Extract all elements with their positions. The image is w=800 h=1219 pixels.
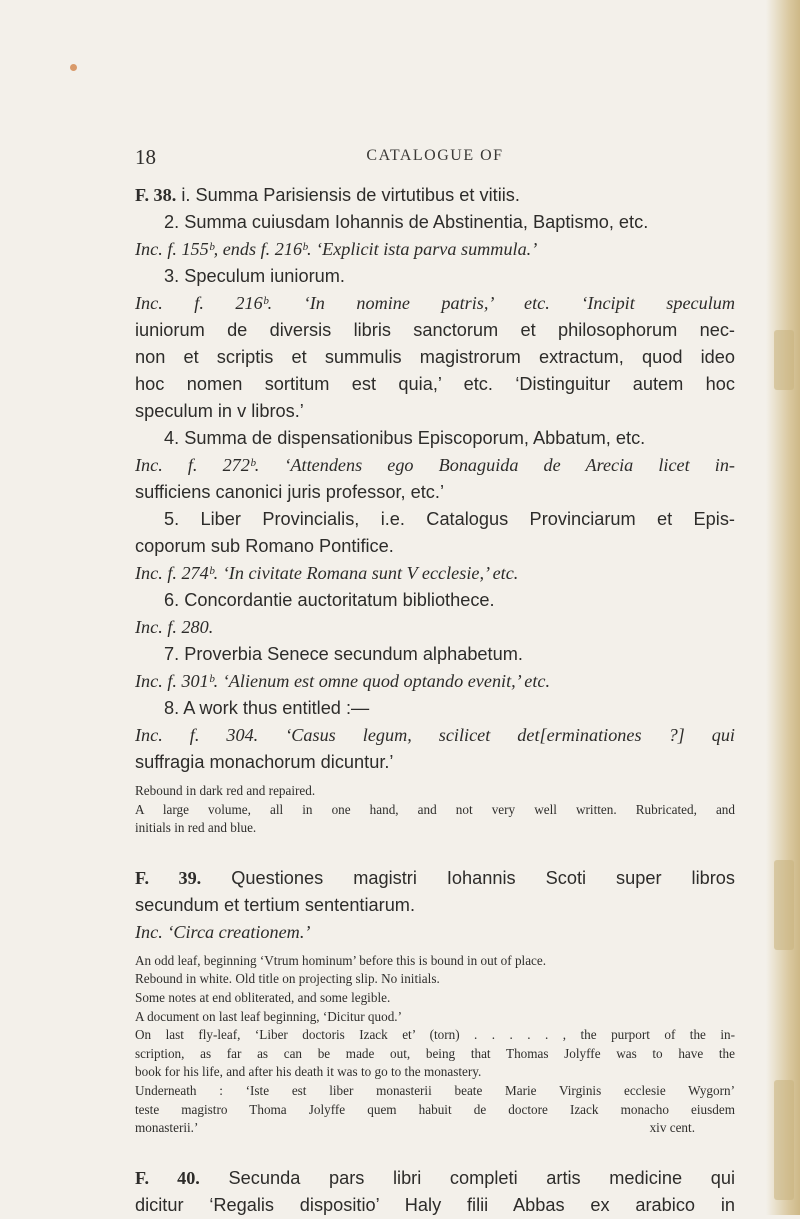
entry-line: dicitur ‘Regalis dispositio’ Haly filii Abbas ex arabico in [135,1194,735,1215]
entry-line: 8. A work thus entitled :— [164,698,370,718]
running-head: CATALOGUE OF [366,147,504,164]
catalogue-content [135,182,735,1219]
entry-line: secundum et tertium sententiarum. [135,894,416,915]
entry-id: F. 38. [135,185,177,205]
entry-line: hoc nomen sortitum est quia,’ etc. ‘Distinguitur autem hoc [135,374,735,394]
entry-f40 [135,1165,735,1219]
entry-f39 [135,865,735,1138]
entry-line: Inc. f. 304. ‘Casus legum, scilicet det[erminationes ?] qui [135,725,735,745]
entry-text: Secunda pars libri completi artis medicine qui [228,1167,735,1188]
note-text: monasterii.’ [135,1120,199,1136]
note-line: scription, as far as can be made out, being that Thomas Jolyffe was to have the [135,1045,735,1061]
entry-id: F. 39. [135,867,202,888]
entry-line: coporum sub Romano Pontifice. [135,536,394,556]
page-edge-stain [774,1080,794,1200]
entry-line [135,182,735,209]
note-line: Rebound in dark red and repaired. [135,783,316,798]
entry-line: Inc. f. 216ᵇ. ‘In nomine patris,’ etc. ‘Incipit speculum [135,293,735,313]
note-line [135,1119,735,1138]
entry-text: i. Summa Parisiensis de virtutibus et vitiis. [181,185,520,205]
note-line: Rebound in white. Old title on projecting slip. No initials. [135,971,440,987]
entry-line: Inc. f. 274ᵇ. ‘In civitate Romana sunt V ecclesie,’ etc. [135,563,519,583]
date-note: xiv cent. [649,1120,695,1136]
note-line: initials in red and blue. [135,820,257,836]
entry-line: 6. Concordantie auctoritatum bibliothece. [164,590,495,610]
entry-id: F. 40. [135,1167,200,1188]
note-line: teste magistro Thoma Jolyffe quem habuit de doctore Izack monacho eiusdem [135,1101,735,1117]
entry-line: Inc. f. 155ᵇ, ends f. 216ᵇ. ‘Explicit ista parva summula.’ [135,239,538,259]
entry-line: sufficiens canonici juris professor, etc.’ [135,482,444,502]
note-line: An odd leaf, beginning ‘Vtrum hominum’ before this is bound in out of place. [135,952,547,968]
entry-line: speculum in v libros.’ [135,401,304,421]
entry-line: 5. Liber Provincialis, i.e. Catalogus Provinciarum et Epis- [164,509,735,529]
note-line: A large volume, all in one hand, and not very well written. Rubricated, and [135,801,735,817]
entry-line: Inc. f. 301ᵇ. ‘Alienum est omne quod optando evenit,’ etc. [135,671,551,691]
entry-line: 2. Summa cuiusdam Iohannis de Abstinentia, Baptismo, etc. [164,212,649,232]
entry-line: 4. Summa de dispensationibus Episcoporum, Abbatum, etc. [164,428,646,448]
entry-line: Inc. f. 280. [135,617,214,637]
entry-f38 [135,182,735,838]
entry-line: iuniorum de diversis libris sanctorum et philosophorum nec- [135,320,735,340]
entry-line [135,865,735,892]
entry-line: 7. Proverbia Senece secundum alphabetum. [164,644,523,664]
note-line: On last fly-leaf, ‘Liber doctoris Izack et’ (torn) . . . . . , the purport of the in- [135,1027,735,1043]
entry-text: Questiones magistri Iohannis Scoti super libros [231,867,735,888]
note-line: Some notes at end obliterated, and some legible. [135,989,391,1005]
entry-line: Inc. ‘Circa creationem.’ [135,921,311,942]
page-edge-stain [774,330,794,390]
entry-line [135,1165,735,1192]
entry-line: non et scriptis et summulis magistrorum extractum, quod ideo [135,347,735,367]
entry-line: suffragia monachorum dicuntur.’ [135,752,394,772]
note-line: A document on last leaf beginning, ‘Dicitur quod.’ [135,1008,402,1024]
page-header [135,145,735,175]
ink-speck [70,64,77,71]
page-edge-stain [774,860,794,950]
entry-line: Inc. f. 272ᵇ. ‘Attendens ego Bonaguida de Arecia licet in- [135,455,735,475]
entry-line: 3. Speculum iuniorum. [164,266,345,286]
note-line: Underneath : ‘Iste est liber monasterii beate Marie Virginis ecclesie Wygorn’ [135,1082,735,1098]
page-number: 18 [135,145,156,169]
note-line: book for his life, and after his death it was to go to the monastery. [135,1064,482,1080]
page-edge-shadow [766,0,800,1215]
